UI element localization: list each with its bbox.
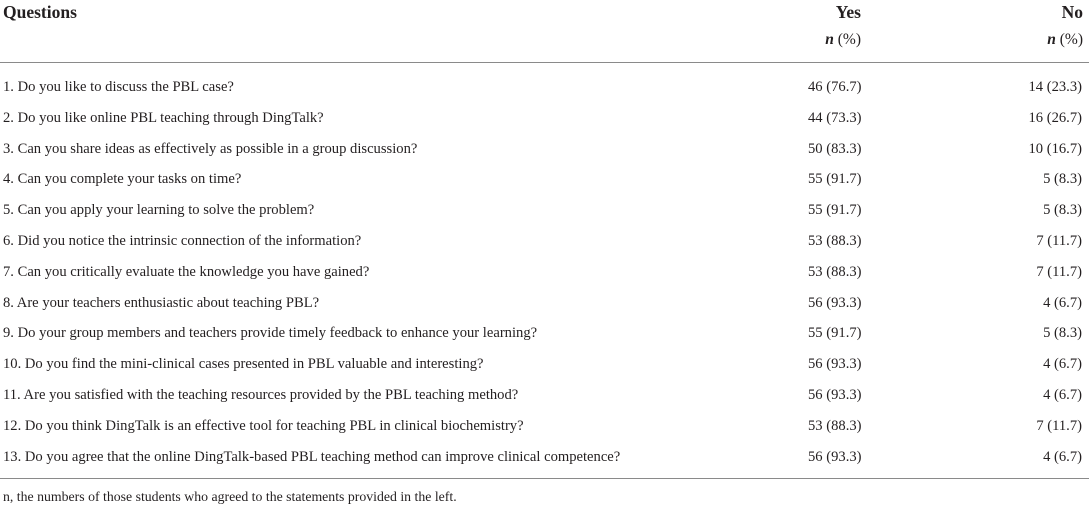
question-cell: 4. Can you complete your tasks on time? <box>3 171 242 188</box>
yes-cell: 46 (76.7) <box>808 79 862 95</box>
yes-cell: 50 (83.3) <box>808 140 862 157</box>
header-yes-n: n <box>825 31 834 48</box>
question-cell: 2. Do you like online PBL teaching through DingTalk? <box>3 109 324 126</box>
question-cell: 8. Are your teachers enthusiastic about teaching PBL? <box>3 294 320 311</box>
footnote: n, the numbers of those students who agreed to the statements provided in the left. <box>3 489 457 505</box>
question-cell: 5. Can you apply your learning to solve the problem? <box>3 202 315 219</box>
table-row <box>0 442 1089 473</box>
yes-cell: 56 (93.3) <box>808 448 862 465</box>
no-cell: 5 (8.3) <box>1043 325 1082 342</box>
question-cell: 11. Are you satisfied with the teaching resources provided by the PBL teaching method? <box>3 386 519 403</box>
table-row <box>0 103 1089 134</box>
question-cell: 12. Do you think DingTalk is an effective tool for teaching PBL in clinical biochemistry? <box>3 417 524 434</box>
question-cell: 3. Can you share ideas as effectively as possible in a group discussion? <box>3 140 418 157</box>
yes-cell: 56 (93.3) <box>808 356 862 373</box>
yes-cell: 53 (88.3) <box>808 232 862 249</box>
table-row <box>0 164 1089 195</box>
header-yes-label: Yes <box>835 2 861 22</box>
table-header <box>0 0 1089 62</box>
yes-cell: 55 (91.7) <box>808 171 862 188</box>
header-yes-unit <box>825 31 861 49</box>
yes-cell: 44 (73.3) <box>808 109 862 126</box>
no-cell: 16 (26.7) <box>1028 109 1082 126</box>
table-body <box>0 63 1089 478</box>
table-row <box>0 318 1089 349</box>
yes-cell: 53 (88.3) <box>808 263 862 280</box>
no-cell: 5 (8.3) <box>1043 171 1082 188</box>
question-cell: 6. Did you notice the intrinsic connection of the information? <box>3 232 362 249</box>
question-cell: 9. Do your group members and teachers provide timely feedback to enhance your learning? <box>3 325 538 342</box>
table-row <box>0 411 1089 442</box>
header-questions: Questions <box>3 2 77 22</box>
no-cell: 4 (6.7) <box>1043 356 1082 373</box>
no-cell: 7 (11.7) <box>1036 232 1082 249</box>
table-row <box>0 257 1089 288</box>
no-cell: 5 (8.3) <box>1043 202 1082 219</box>
header-yes <box>825 2 861 49</box>
no-cell: 7 (11.7) <box>1036 263 1082 280</box>
table-row <box>0 72 1089 103</box>
yes-cell: 55 (91.7) <box>808 325 862 342</box>
table-row <box>0 349 1089 380</box>
header-no-n: n <box>1047 31 1056 48</box>
table-row <box>0 195 1089 226</box>
table-row <box>0 226 1089 257</box>
no-cell: 4 (6.7) <box>1043 448 1082 465</box>
question-cell: 10. Do you find the mini-clinical cases presented in PBL valuable and interesting? <box>3 356 484 373</box>
question-cell: 13. Do you agree that the online DingTalk-based PBL teaching method can improve clinical competence? <box>3 448 621 465</box>
header-no-unit <box>1047 31 1083 49</box>
no-cell: 4 (6.7) <box>1043 294 1082 311</box>
question-cell: 1. Do you like to discuss the PBL case? <box>3 79 234 95</box>
table-row <box>0 288 1089 319</box>
no-cell: 14 (23.3) <box>1028 79 1082 95</box>
no-cell: 4 (6.7) <box>1043 386 1082 403</box>
yes-cell: 53 (88.3) <box>808 417 862 434</box>
table-row <box>0 134 1089 165</box>
no-cell: 7 (11.7) <box>1036 417 1082 434</box>
yes-cell: 56 (93.3) <box>808 386 862 403</box>
yes-cell: 55 (91.7) <box>808 202 862 219</box>
header-no-pct: (%) <box>1059 31 1083 48</box>
header-yes-pct: (%) <box>837 31 861 48</box>
question-cell: 7. Can you critically evaluate the knowledge you have gained? <box>3 263 370 280</box>
yes-cell: 56 (93.3) <box>808 294 862 311</box>
header-no <box>1047 2 1083 49</box>
table-row <box>0 380 1089 411</box>
header-no-label: No <box>1061 2 1083 22</box>
no-cell: 10 (16.7) <box>1028 140 1082 157</box>
